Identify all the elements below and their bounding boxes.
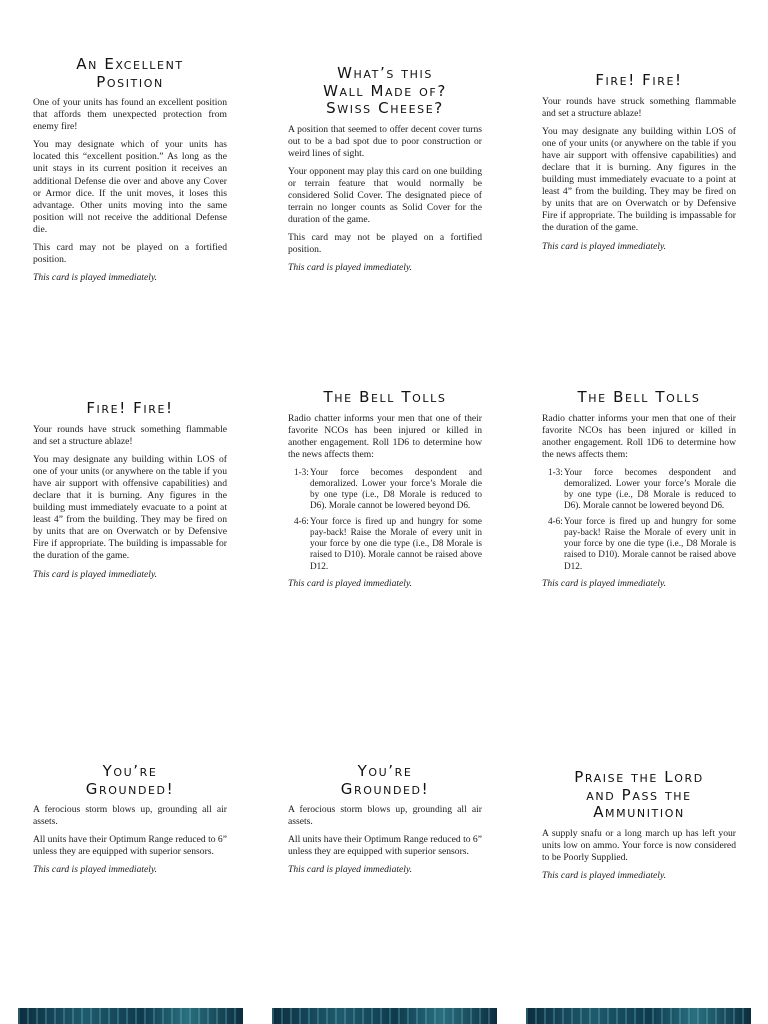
card-text: You may designate any building within LOS of one of your units (or anywhere on the table if you have air support with offensive capabilities) and declare that it is burning. Any figures in the building must immediately evacuate to a point at least 4” from the building. They may be fired on by units that are on Overwatch or by Defensive Fire if appropriate. The building is impassable for the duration of the game.: [542, 125, 736, 234]
roll-result-text: Your force is fired up and hungry for some pay-back! Raise the Morale of every unit in your force by one die type (i.e., D8 Morale is raised to D10). Morale cannot be raised above D12.: [564, 515, 736, 571]
card-note: This card is played immediately.: [288, 577, 413, 589]
card-title: You’re Grounded!: [85, 762, 175, 798]
card-note: This card is played immediately.: [542, 240, 667, 252]
card-text: Radio chatter informs your men that one of their favorite NCOs has been injured or killed in another engagement. Roll 1D6 to determine how the news affects them:: [542, 412, 736, 460]
card-note: This card is played immediately.: [288, 864, 413, 876]
card-title: Fire! Fire!: [595, 71, 683, 89]
card-praise-the-lord: [542, 769, 736, 888]
card-text: This card may not be played on a fortified position.: [288, 232, 482, 256]
roll-results-list: [542, 467, 736, 572]
card-fire-fire: [33, 400, 227, 587]
card-title: An Excellent Position: [76, 55, 184, 91]
card-title: You’re Grounded!: [340, 762, 430, 798]
card-art-strip: [272, 1008, 497, 1024]
card-text: A ferocious storm blows up, grounding all air assets.: [288, 804, 482, 828]
card-title: The Bell Tolls: [577, 388, 701, 406]
card-text: Radio chatter informs your men that one of their favorite NCOs has been injured or killed in another engagement. Roll 1D6 to determine how the news affects them:: [288, 412, 482, 460]
roll-range: 1-3:: [548, 466, 563, 477]
card-note: This card is played immediately.: [33, 864, 158, 876]
card-text: A ferocious storm blows up, grounding all air assets.: [33, 804, 227, 828]
card-note: This card is played immediately.: [542, 577, 667, 589]
card-text: This card may not be played on a fortified position.: [33, 242, 227, 266]
card-text: One of your units has found an excellent position that affords them unexpected protection from enemy fire!: [33, 97, 227, 133]
roll-result-text: Your force becomes despondent and demoralized. Lower your force’s Morale die by one type (i.e., D8 Morale is reduced to D6). Morale cannot be lowered beyond D6.: [564, 466, 736, 511]
card-grounded: [33, 763, 227, 882]
card-text: Your rounds have struck something flammable and set a structure ablaze!: [542, 95, 736, 119]
card-title: Fire! Fire!: [86, 399, 174, 417]
card-title: What’s this Wall Made of? Swiss Cheese?: [323, 64, 447, 117]
card-swiss-cheese: [288, 65, 482, 281]
card-bell-tolls: [542, 389, 736, 596]
card-note: This card is played immediately.: [33, 272, 158, 284]
card-note: This card is played immediately.: [542, 869, 667, 881]
card-text: A supply snafu or a long march up has left your units low on ammo. Your force is now considered to be Poorly Supplied.: [542, 827, 736, 863]
card-note: This card is played immediately.: [288, 262, 413, 274]
roll-result-text: Your force becomes despondent and demoralized. Lower your force’s Morale die by one type (i.e., D8 Morale is reduced to D6). Morale cannot be lowered beyond D6.: [310, 466, 482, 511]
card-fire-fire: [542, 72, 736, 259]
list-item: [542, 516, 736, 572]
card-title: Praise the Lord and Pass the Ammunition: [574, 768, 704, 821]
list-item: [542, 467, 736, 512]
roll-results-list: [288, 467, 482, 572]
roll-range: 4-6:: [294, 515, 309, 526]
card-grounded: [288, 763, 482, 882]
card-note: This card is played immediately.: [33, 568, 158, 580]
card-bell-tolls: [288, 389, 482, 596]
list-item: [288, 467, 482, 512]
card-text: You may designate which of your units has located this “excellent position.” As long as the unit stays in its current position it receives an additional Defense die over and above any Cover or Armor dice. If the unit moves, it loses this advantage. Other units moving into the same position will not receive the additional Defense die.: [33, 139, 227, 235]
list-item: [288, 516, 482, 572]
card-art-strip: [18, 1008, 243, 1024]
card-text: All units have their Optimum Range reduced to 6” unless they are equipped with superior sensors.: [288, 834, 482, 858]
roll-range: 1-3:: [294, 466, 309, 477]
card-text: Your rounds have struck something flammable and set a structure ablaze!: [33, 423, 227, 447]
card-art-strip: [526, 1008, 751, 1024]
roll-result-text: Your force is fired up and hungry for some pay-back! Raise the Morale of every unit in your force by one die type (i.e., D8 Morale is raised to D10). Morale cannot be raised above D12.: [310, 515, 482, 571]
card-title: The Bell Tolls: [323, 388, 447, 406]
roll-range: 4-6:: [548, 515, 563, 526]
card-text: All units have their Optimum Range reduced to 6” unless they are equipped with superior sensors.: [33, 834, 227, 858]
card-text: Your opponent may play this card on one building or terrain feature that would normally be considered Solid Cover. The designated piece of terrain no longer counts as Solid Cover for the duration of the game.: [288, 165, 482, 226]
card-excellent-position: [33, 56, 227, 290]
card-text: A position that seemed to offer decent cover turns out to be a bad spot due to poor construction or weird lines of sight.: [288, 123, 482, 159]
card-text: You may designate any building within LOS of one of your units (or anywhere on the table if you have air support with offensive capabilities) and declare that it is burning. Any figures in the building must immediately evacuate to a point at least 4” from the building. They may be fired on by units that are on Overwatch or by Defensive Fire if appropriate. The building is impassable for the duration of the game.: [33, 453, 227, 562]
